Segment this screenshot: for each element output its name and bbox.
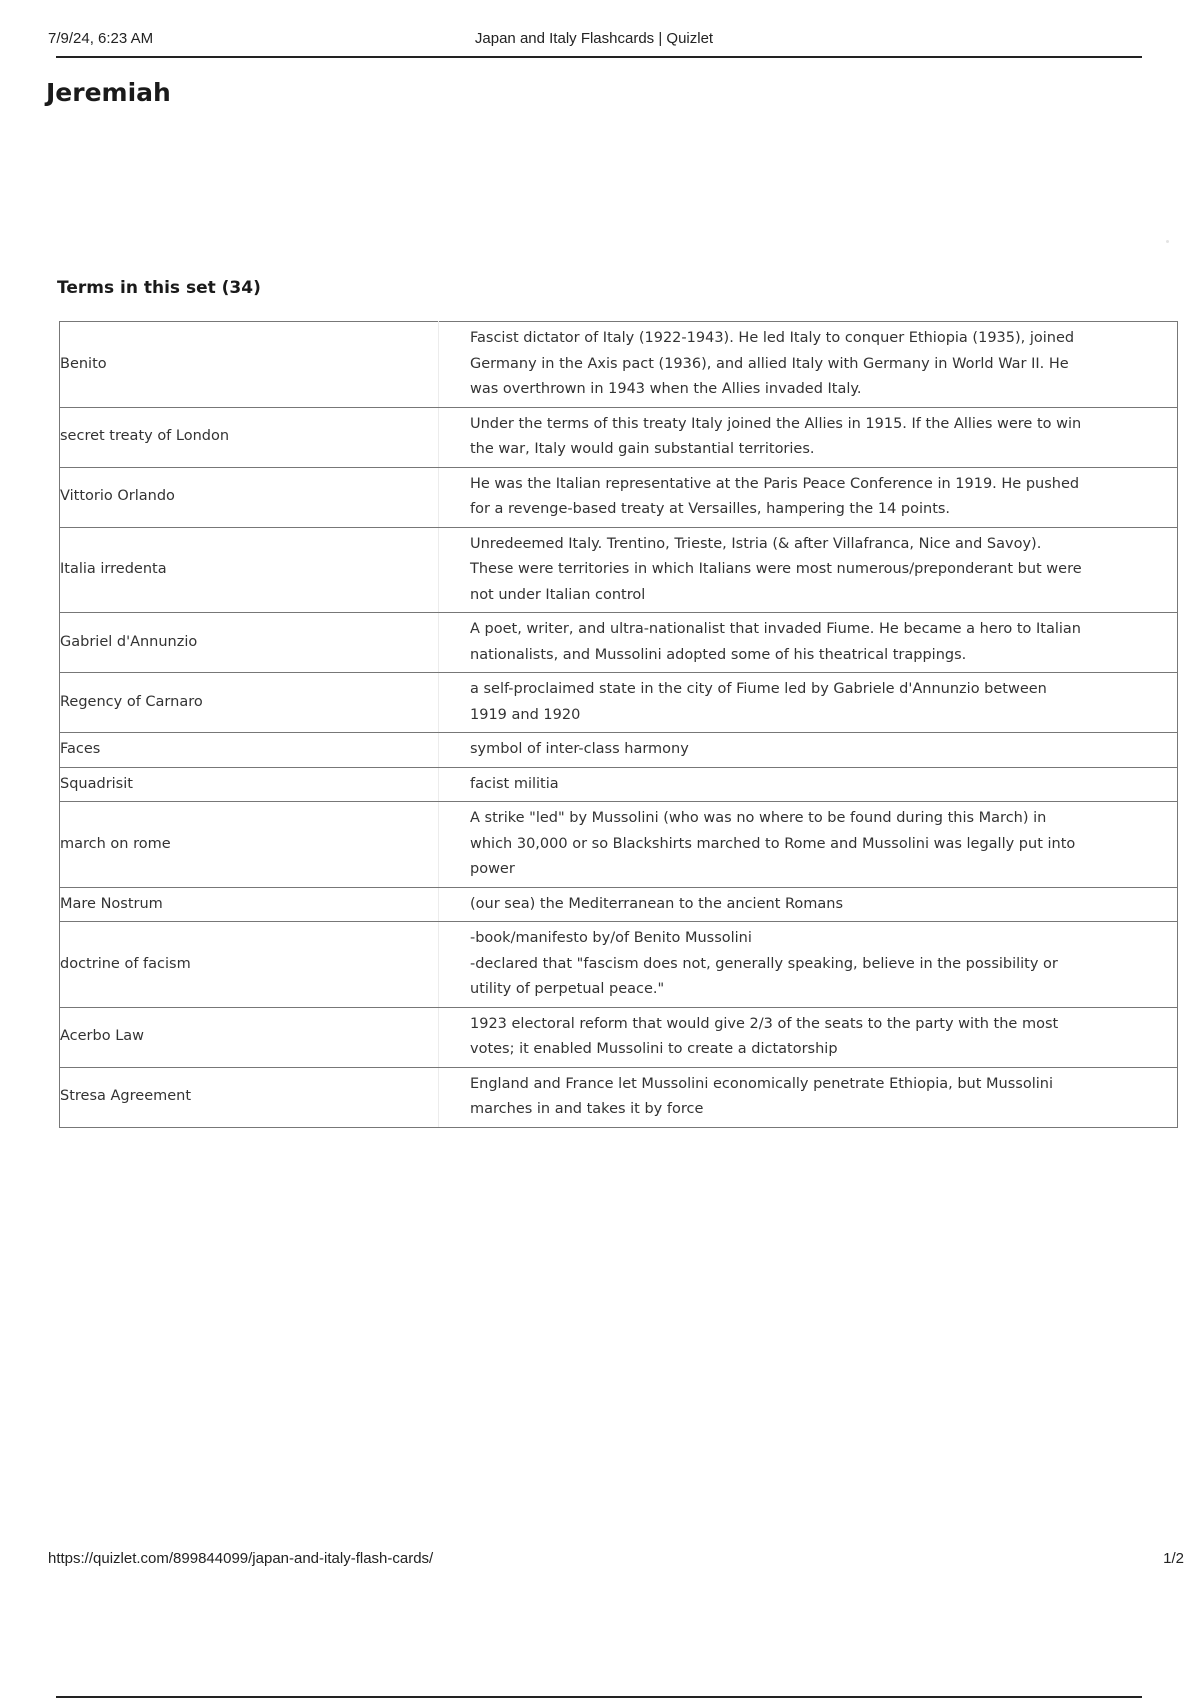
table-row	[60, 802, 1178, 888]
definition-cell: Under the terms of this treaty Italy joined the Allies in 1915. If the Allies were to win the war, Italy would gain substantial territories.	[439, 407, 1178, 467]
table-row	[60, 527, 1178, 613]
bottom-divider	[56, 1696, 1142, 1698]
term-cell: Acerbo Law	[60, 1007, 439, 1067]
terms-heading: Terms in this set (34)	[57, 278, 261, 298]
page-number: 1/2	[1163, 1550, 1184, 1567]
definition-cell: England and France let Mussolini economically penetrate Ethiopia, but Mussolini marches in and takes it by force	[439, 1067, 1178, 1127]
definition-cell: a self-proclaimed state in the city of Fiume led by Gabriele d'Annunzio between 1919 and 1920	[439, 673, 1178, 733]
term-cell: Gabriel d'Annunzio	[60, 613, 439, 673]
definition-cell: facist militia	[439, 767, 1178, 802]
definition-cell: A strike "led" by Mussolini (who was no where to be found during this March) in which 30,000 or so Blackshirts marched to Rome and Mussolini was legally put into power	[439, 802, 1178, 888]
print-date: 7/9/24, 6:23 AM	[48, 30, 154, 47]
definition-cell: 1923 electoral reform that would give 2/3 of the seats to the party with the most votes; it enabled Mussolini to create a dictatorship	[439, 1007, 1178, 1067]
definition-cell: He was the Italian representative at the Paris Peace Conference in 1919. He pushed for a revenge-based treaty at Versailles, hampering the 14 points.	[439, 467, 1178, 527]
faint-mark	[1166, 240, 1169, 243]
definition-cell: symbol of inter-class harmony	[439, 733, 1178, 768]
table-row	[60, 887, 1178, 922]
table-row	[60, 673, 1178, 733]
term-cell: march on rome	[60, 802, 439, 888]
definition-cell: Fascist dictator of Italy (1922-1943). He led Italy to conquer Ethiopia (1935), joined Germany in the Axis pact (1936), and allied Italy with Germany in World War II. He was overthrown in 1943 when the Allies invaded Italy.	[439, 322, 1178, 408]
table-row	[60, 322, 1178, 408]
term-cell: Stresa Agreement	[60, 1067, 439, 1127]
table-row	[60, 767, 1178, 802]
header-divider	[56, 56, 1142, 58]
document-title: Japan and Italy Flashcards | Quizlet	[474, 30, 714, 47]
print-header	[48, 30, 1140, 56]
term-cell: Squadrisit	[60, 767, 439, 802]
table-row	[60, 733, 1178, 768]
definition-cell: A poet, writer, and ultra-nationalist that invaded Fiume. He became a hero to Italian nationalists, and Mussolini adopted some of his theatrical trappings.	[439, 613, 1178, 673]
term-cell: Mare Nostrum	[60, 887, 439, 922]
term-cell: Regency of Carnaro	[60, 673, 439, 733]
user-name: Jeremiah	[46, 78, 171, 107]
term-cell: Benito	[60, 322, 439, 408]
term-cell: secret treaty of London	[60, 407, 439, 467]
definition-cell: (our sea) the Mediterranean to the ancient Romans	[439, 887, 1178, 922]
term-cell: Vittorio Orlando	[60, 467, 439, 527]
term-cell: Faces	[60, 733, 439, 768]
term-cell: doctrine of facism	[60, 922, 439, 1008]
terms-table	[59, 321, 1178, 1128]
table-row	[60, 1007, 1178, 1067]
table-row	[60, 922, 1178, 1008]
table-row	[60, 467, 1178, 527]
table-row	[60, 407, 1178, 467]
definition-cell: -book/manifesto by/of Benito Mussolini -declared that "fascism does not, generally speaking, believe in the possibility or utility of perpetual peace."	[439, 922, 1178, 1008]
source-url-link[interactable]: https://quizlet.com/899844099/japan-and-italy-flash-cards/	[48, 1550, 434, 1567]
table-row	[60, 613, 1178, 673]
table-row	[60, 1067, 1178, 1127]
definition-cell: Unredeemed Italy. Trentino, Trieste, Istria (& after Villafranca, Nice and Savoy). These were territories in which Italians were most numerous/preponderant but were not under Italian control	[439, 527, 1178, 613]
term-cell: Italia irredenta	[60, 527, 439, 613]
